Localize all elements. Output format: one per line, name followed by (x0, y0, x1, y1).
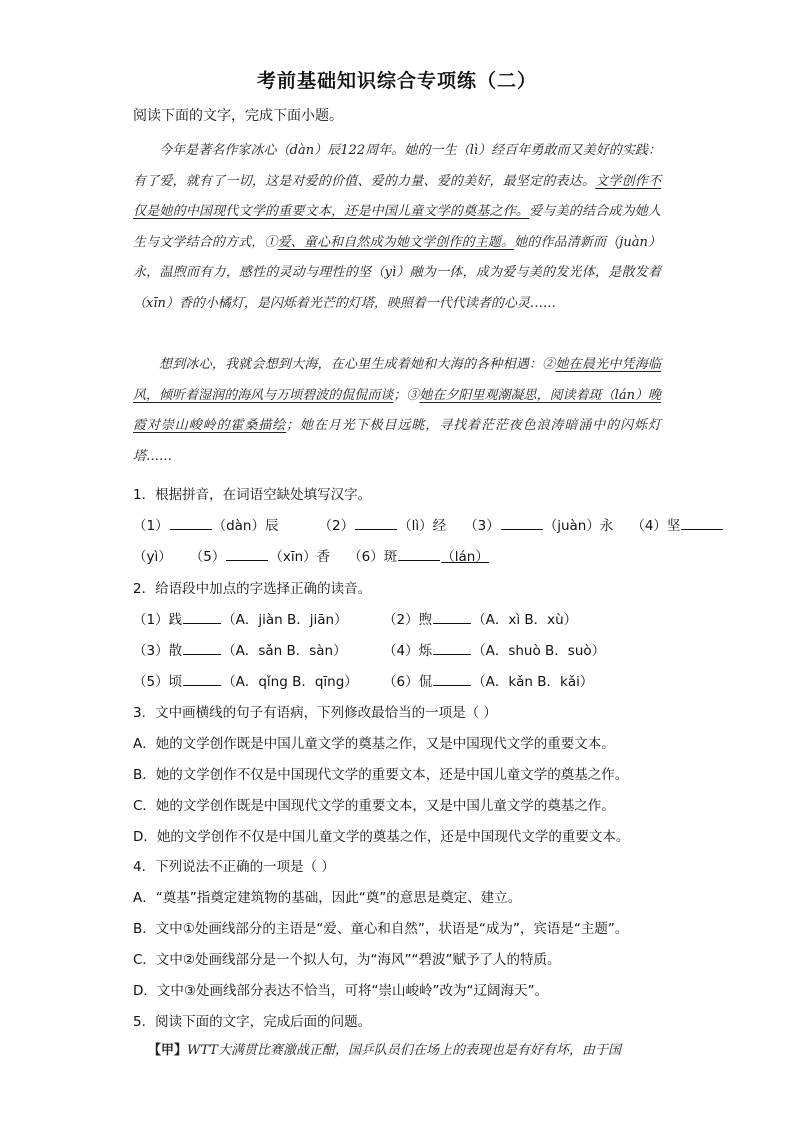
answer-blank[interactable] (183, 609, 221, 624)
answer-blank[interactable] (501, 515, 543, 530)
passage-text: 想到冰心，我就会想到大海，在心里生成着她和大海的各种相遇：② (159, 357, 556, 372)
option-a[interactable]: A．“奠基”指奠定建筑物的基础，因此“奠”的意思是奠定、建立。 (133, 890, 522, 906)
passage-text: 爱与美的结合成为她人生与文学结合的方式，① (133, 204, 661, 250)
answer-blank[interactable] (433, 671, 471, 686)
answer-blank[interactable] (183, 671, 221, 686)
question-1-items-row-2: （yì） （5） （xīn）香 （6）斑 （lán） (133, 542, 663, 573)
passage-text: 今年是著名作家冰心（dàn）辰122周年。她的一生（lì）经百年勇敢而又美好的实践：有了爱，就有了一切，这是对爱的价值、爱的力量、爱的美好，最坚定的表达。 (133, 143, 661, 189)
question-2 (133, 574, 663, 698)
underlined-sentence-1: 爱、童心和自然成为她文学创作的主题。 (277, 234, 515, 250)
question-4 (133, 852, 663, 1007)
question-1-items-row-1: （1） （dàn）辰 （2） （lì）经 （3） （juàn）永 （4）坚 (133, 511, 663, 542)
question-stem: 5．阅读下面的文字，完成后面的问题。 (133, 1014, 372, 1030)
question-stem: 4．下列说法不正确的一项是（ ） (133, 859, 335, 875)
passage-text: WTT大满贯比赛激战正酣，国乒队员们在场上的表现也是有好有坏，由于国 (187, 1043, 621, 1058)
option-d[interactable]: D．文中③处画线部分表达不恰当，可将“崇山峻岭”改为“辽阔海天”。 (133, 983, 548, 999)
question-stem: 2．给语段中加点的字选择正确的读音。 (133, 581, 372, 597)
answer-blank[interactable] (681, 515, 723, 530)
passage-text: ；③ (393, 387, 420, 403)
question-2-row-3: （5）顷 （A．qǐng B．qīng） （6）侃 （A．kǎn B．kǎi） (133, 667, 663, 698)
option-c[interactable]: C．文中②处画线部分是一个拟人句，为“海风”“碧波”赋予了人的特质。 (133, 952, 561, 968)
passage-paragraph-2 (133, 350, 661, 472)
passage-text: 她的作品清新而（juàn）永，温煦而有力，感性的灵动与理性的坚（yì）融为一体，成为爱与美的发光体，是散发着（xīn）香的小橘灯，是闪烁着光芒的灯塔，映照着一代代读者的心灵…… (133, 234, 661, 311)
answer-blank[interactable] (355, 515, 397, 530)
passage-tag: 【甲】 (148, 1043, 188, 1058)
answer-blank[interactable] (433, 609, 471, 624)
passage-paragraph-1 (133, 136, 661, 319)
answer-blank[interactable] (433, 640, 471, 655)
option-a[interactable]: A．她的文学创作既是中国儿童文学的奠基之作，又是中国现代文学的重要文本。 (133, 736, 615, 752)
question-5 (133, 1007, 663, 1038)
option-d[interactable]: D．她的文学创作不仅是中国儿童文学的奠基之作，还是中国现代文学的重要文本。 (133, 829, 630, 845)
answer-blank[interactable] (226, 546, 268, 561)
underlined-sentence-ill: 文学创作不仅是她的中国现代文学的重要文本，还是中国儿童文学的奠基之作。 (133, 173, 661, 219)
question-1 (133, 480, 681, 573)
answer-blank[interactable] (183, 640, 221, 655)
option-c[interactable]: C．她的文学创作既是中国现代文学的重要文本，又是中国儿童文学的奠基之作。 (133, 798, 615, 814)
underlined-sentence-2: 她在晨光中凭海临风，倾听着湿润的海风与万顷碧波的侃侃而谈 (133, 357, 661, 403)
underlined-sentence-3: 她在夕阳里观潮凝思，阅读着斑（lán）晚霞对崇山峻岭的霍桑描绘 (133, 387, 661, 433)
question-2-row-2: （3）散 （A．sǎn B．sàn） （4）烁 （A．shuò B．suò） (133, 636, 663, 667)
question-3 (133, 698, 663, 853)
question-2-row-1: （1）践 （A．jiàn B．jiān） （2）煦 （A．xì B．xù） (133, 605, 663, 636)
passage-text: ；她在月光下极目远眺，寻找着茫茫夜色浪涛暗涌中的闪烁灯塔…… (133, 418, 661, 464)
question-stem: 1．根据拼音，在词语空缺处填写汉字。 (133, 487, 372, 503)
option-b[interactable]: B．文中①处画线部分的主语是“爱、童心和自然”，状语是“成为”，宾语是“主题”。 (133, 921, 629, 937)
answer-blank[interactable] (170, 515, 212, 530)
answer-blank[interactable] (398, 546, 440, 561)
passage-jia (148, 1039, 660, 1058)
page-title: 考前基础知识综合专项练（二） (256, 70, 537, 92)
reading-instruction: 阅读下面的文字，完成下面小题。 (133, 108, 343, 124)
question-stem: 3．文中画横线的句子有语病，下列修改最恰当的一项是（ ） (133, 705, 497, 721)
option-b[interactable]: B．她的文学创作不仅是中国现代文学的重要文本，还是中国儿童文学的奠基之作。 (133, 767, 629, 783)
